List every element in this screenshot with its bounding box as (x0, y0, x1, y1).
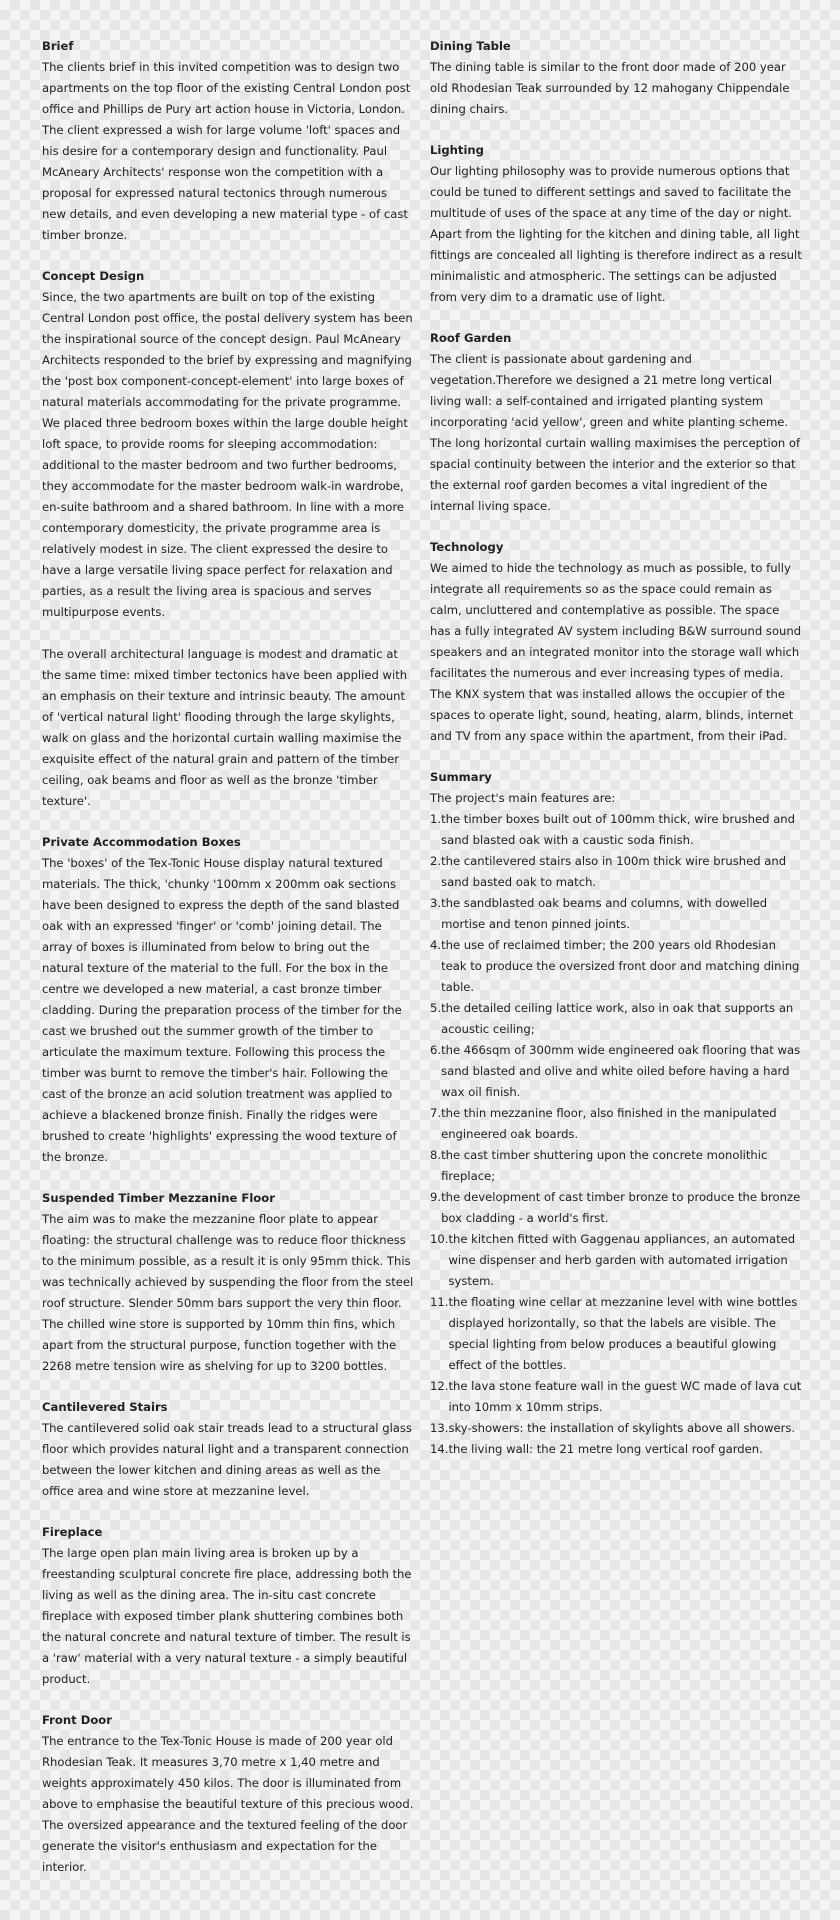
section-heading: Private Accommodation Boxes (42, 835, 241, 849)
list-item-text: the thin mezzanine floor, also finished in the manipulated engineered oak boards. (441, 1106, 777, 1141)
section-paragraph: The overall architectural language is modest and dramatic at the same time: mixed timber tectonics have been applied with an emphasis on their texture and intrinsic beauty. The amount of 'vertical natural light' flooding through the large skylights, walk on glass and the horizontal curtain walling maximise the exquisite effect of the natural grain and pattern of the timber ceiling, oak beams and floor as well as the bronze 'timber texture'. (42, 647, 408, 808)
list-item-text: the use of reclaimed timber; the 200 years old Rhodesian teak to produce the oversized front door and matching dining table. (441, 938, 800, 994)
list-item (430, 1292, 802, 1376)
list-item-number: 9. (430, 1190, 442, 1204)
list-item-number: 7. (430, 1106, 442, 1120)
feature-list (430, 809, 802, 1460)
section-paragraph: The cantilevered solid oak stair treads lead to a structural glass floor which provides natural light and a transparent connection between the lower kitchen and dining areas as well as the office area and wine store at mezzanine level. (42, 1421, 412, 1498)
section-cantilevered-stairs (42, 1397, 414, 1502)
section-heading: Lighting (430, 143, 484, 157)
list-item (430, 1439, 802, 1460)
list-item (430, 1229, 802, 1292)
list-item (430, 1418, 802, 1439)
list-item (430, 1145, 802, 1187)
section-paragraph: Our lighting philosophy was to provide numerous options that could be tuned to different settings and saved to facilitate the multitude of uses of the space at any time of the day or night. Apart from the lighting for the kitchen and dining table, all light fittings are concealed all lighting is therefore indirect as a result minimalistic and atmospheric. The settings can be adjusted from very dim to a dramatic use of light. (430, 164, 802, 304)
list-item-text: the cast timber shuttering upon the concrete monolithic fireplace; (441, 1148, 768, 1183)
list-item (430, 1187, 802, 1229)
section-heading: Roof Garden (430, 331, 512, 345)
list-item-number: 5. (430, 1001, 442, 1015)
section-lighting (430, 140, 802, 308)
section-paragraph: The client is passionate about gardening and vegetation.Therefore we designed a 21 metre long vertical living wall: a self-contained and irrigated planting system incorporating 'acid yellow', green and white planting scheme. The long horizontal curtain walling maximises the perception of spacial continuity between the interior and the exterior so that the external roof garden becomes a vital ingredient of the internal living space. (430, 352, 801, 513)
section-roof-garden (430, 328, 802, 517)
section-concept-design (42, 266, 414, 812)
list-item-number: 6. (430, 1043, 442, 1057)
section-heading: Dining Table (430, 39, 511, 53)
section-paragraph: The oversized appearance and the textured feeling of the door generate the visitor's enthusiasm and expectation for the interior. (42, 1818, 408, 1874)
section-front-door (42, 1710, 414, 1878)
section-paragraph: The 'boxes' of the Tex-Tonic House display natural textured materials. The thick, 'chunky '100mm x 200mm oak sections have been designed to express the depth of the sand blasted oak with an expressed 'finger' or 'comb' joining detail. The array of boxes is illuminated from below to bring out the natural texture of the material to the full. For the box in the centre we developed a new material, a cast bronze timber cladding. During the preparation process of the timber for the cast we brushed out the summer growth of the timber to articulate the maximum texture. Following this process the timber was burnt to remove the timber's hair. Following the cast of the bronze an acid solution treatment was applied to achieve a blackened bronze finish. Finally the ridges were brushed to create 'highlights' expressing the wood texture of the bronze. (42, 856, 402, 1164)
list-item (430, 851, 802, 893)
list-item-text: the development of cast timber bronze to produce the bronze box cladding - a world's first. (441, 1190, 801, 1225)
list-item-text: the timber boxes built out of 100mm thick, wire brushed and sand blasted oak with a caustic soda finish. (441, 812, 796, 847)
list-item-number: 12. (430, 1379, 449, 1393)
section-paragraph: We placed three bedroom boxes within the large double height loft space, to provide rooms for sleeping accommodation: additional to the master bedroom and two further bedrooms, they accommodate for the master bedroom walk-in wardrobe, en-suite bathroom and a shared bathroom. In line with a more contemporary domesticity, the private programme area is relatively modest in size. The client expressed the desire to have a large versatile living space perfect for relaxation and parties, as a result the living area is spacious and serves multipurpose events. (42, 416, 408, 619)
list-item (430, 935, 802, 998)
right-column (430, 36, 802, 1480)
list-item-text: the kitchen fitted with Gaggenau appliances, an automated wine dispenser and herb garden with automated irrigation system. (448, 1232, 796, 1288)
section-paragraph: The large open plan main living area is broken up by a freestanding sculptural concrete fire place, addressing both the living as well as the dining area. The in-situ cast concrete fireplace with exposed timber plank shuttering combines both the natural concrete and natural texture of timber. The result is a 'raw' material with a very natural texture - a simply beautiful product. (42, 1546, 412, 1686)
section-technology (430, 537, 802, 747)
list-item-number: 4. (430, 938, 442, 952)
list-item-text: the sandblasted oak beams and columns, with dowelled mortise and tenon pinned joints. (441, 896, 768, 931)
list-item-number: 13. (430, 1421, 449, 1435)
section-private-accommodation-boxes (42, 832, 414, 1168)
left-column (42, 36, 414, 1898)
list-item (430, 1040, 802, 1103)
section-fireplace (42, 1522, 414, 1690)
section-suspended-mezzanine-floor (42, 1188, 414, 1377)
list-item-text: the lava stone feature wall in the guest WC made of lava cut into 10mm x 10mm strips. (448, 1379, 802, 1414)
section-dining-table (430, 36, 802, 120)
section-paragraph: Since, the two apartments are built on top of the existing Central London post office, the postal delivery system has been the inspirational source of the concept design. Paul McAneary Architects responded to the brief by expressing and magnifying the 'post box component-concept-element' into large boxes of natural materials accommodating for the private programme. (42, 290, 413, 409)
list-item-text: the 466sqm of 300mm wide engineered oak flooring that was sand blasted and olive and white oiled before having a hard wax oil finish. (441, 1043, 801, 1099)
list-item (430, 1103, 802, 1145)
section-heading: Brief (42, 39, 74, 53)
section-heading: Summary (430, 770, 492, 784)
list-item-text: the detailed ceiling lattice work, also in oak that supports an acoustic ceiling; (441, 1001, 794, 1036)
list-item (430, 998, 802, 1040)
section-heading: Front Door (42, 1713, 112, 1727)
list-item (430, 1376, 802, 1418)
section-paragraph: The entrance to the Tex-Tonic House is made of 200 year old Rhodesian Teak. It measures 3,70 metre x 1,40 metre and weights approximately 450 kilos. The door is illuminated from above to emphasise the beautiful texture of this precious wood. (42, 1734, 414, 1811)
section-paragraph: We aimed to hide the technology as much as possible, to fully integrate all requirements so as the space could remain as calm, uncluttered and contemplative as possible. The space has a fully integrated AV system including B&W surround sound speakers and an integrated monitor into the storage wall which facilitates the numerous and ever increasing types of media. The KNX system that was installed allows the occupier of the spaces to operate light, sound, heating, alarm, blinds, internet and TV from any space within the apartment, from their iPad. (430, 561, 802, 743)
section-heading: Suspended Timber Mezzanine Floor (42, 1191, 275, 1205)
list-item (430, 893, 802, 935)
summary-intro: The project's main features are: (430, 791, 616, 805)
list-item-number: 3. (430, 896, 442, 910)
section-summary (430, 767, 802, 1460)
list-item-number: 1. (430, 812, 442, 826)
section-heading: Technology (430, 540, 504, 554)
section-paragraph: The aim was to make the mezzanine floor plate to appear floating: the structural challenge was to reduce floor thickness to the minimum possible, as a result it is only 95mm thick. This was technically achieved by suspending the floor from the steel roof structure. Slender 50mm bars support the very thin floor. The chilled wine store is supported by 10mm thin fins, which apart from the structural purpose, function together with the 2268 metre tension wire as shelving for up to 3200 bottles. (42, 1212, 414, 1373)
list-item-number: 14. (430, 1442, 449, 1456)
list-item (430, 809, 802, 851)
section-heading: Cantilevered Stairs (42, 1400, 168, 1414)
list-item-number: 2. (430, 854, 442, 868)
list-item-text: the cantilevered stairs also in 100m thick wire brushed and sand basted oak to match. (441, 854, 787, 889)
paragraph-spacer (42, 623, 414, 644)
list-item-text: the living wall: the 21 metre long vertical roof garden. (448, 1442, 763, 1456)
section-paragraph: The dining table is similar to the front door made of 200 year old Rhodesian Teak surrounded by 12 mahogany Chippendale dining chairs. (430, 60, 790, 116)
section-paragraph: The clients brief in this invited competition was to design two apartments on the top floor of the existing Central London post office and Phillips de Pury art action house in Victoria, London. The client expressed a wish for large volume 'loft' spaces and his desire for a contemporary design and functionality. Paul McAneary Architects' response won the competition with a proposal for expressed natural tectonics through numerous new details, and even developing a new material type - of cast timber bronze. (42, 60, 411, 242)
list-item-number: 8. (430, 1148, 442, 1162)
list-item-text: the floating wine cellar at mezzanine level with wine bottles displayed horizontally, so that the labels are visible. The special lighting from below produces a beautiful glowing effect of the bottles. (448, 1295, 798, 1372)
section-heading: Concept Design (42, 269, 145, 283)
list-item-text: sky-showers: the installation of skylights above all showers. (448, 1421, 796, 1435)
section-heading: Fireplace (42, 1525, 103, 1539)
list-item-number: 10. (430, 1232, 449, 1246)
section-brief (42, 36, 414, 246)
list-item-number: 11. (430, 1295, 449, 1309)
